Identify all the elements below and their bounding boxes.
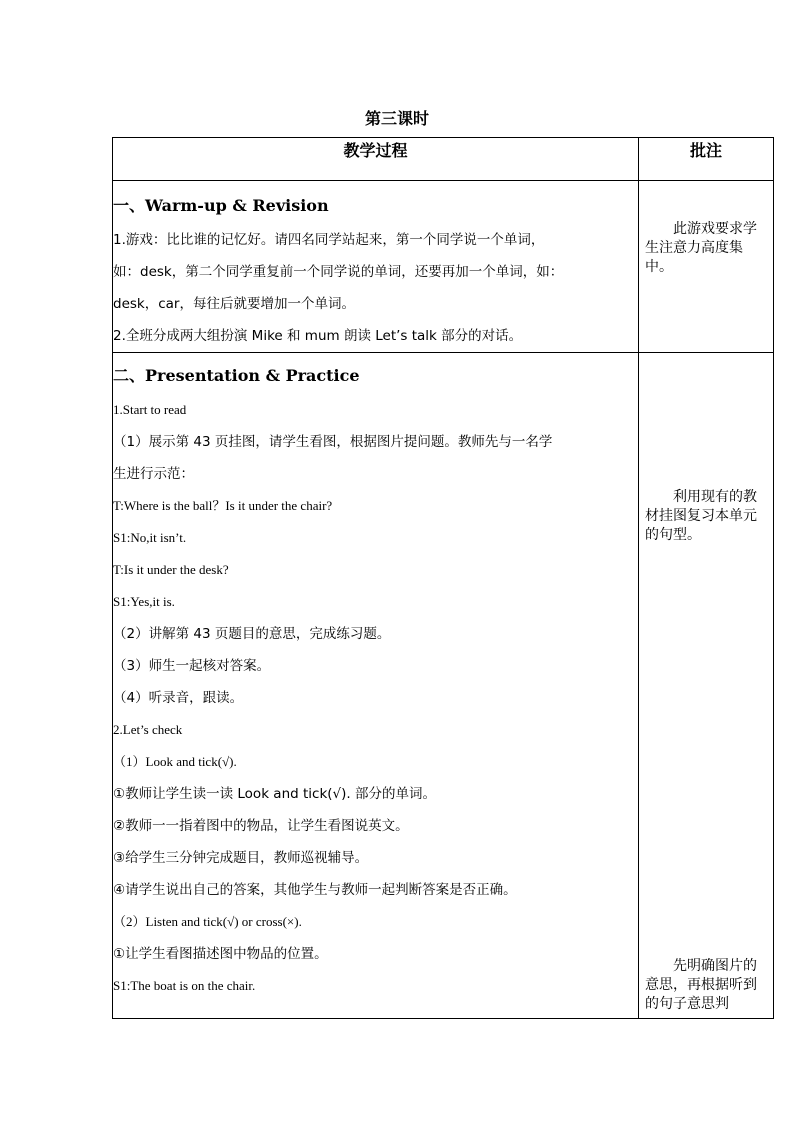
text-line: （2）Listen and tick(√) or cross(×). <box>113 914 302 929</box>
note-text: 先明确图片的意思，再根据听到的句子意思判 <box>645 958 757 1012</box>
process-column-header: 教学过程 <box>113 138 639 181</box>
text-line: （1）Look and tick(√). <box>113 754 237 769</box>
text-line: ②教师一一指着图中的物品，让学生看图说英文。 <box>113 818 409 834</box>
warmup-section <box>113 181 639 353</box>
text-line: T:Where is the ball？Is it under the chair? <box>113 498 333 513</box>
text-line: S1:No,it isn’t. <box>113 530 187 545</box>
text-line: 如：desk，第二个同学重复前一个同学说的单词，还要再加一个单词，如： <box>113 264 564 280</box>
text-line: （4）听录音，跟读。 <box>113 690 244 706</box>
note-text: 利用现有的教材挂图复习本单元的句型。 <box>645 489 757 543</box>
notes-column-header: 批注 <box>639 138 774 181</box>
section-heading: 二、Presentation & Practice <box>113 366 360 385</box>
text-line: S1:The boat is on the chair. <box>113 978 256 993</box>
table-row <box>113 353 774 1019</box>
presentation-section <box>113 353 639 1019</box>
text-line: ①教师让学生读一读 Look and tick(√). 部分的单词。 <box>113 786 436 802</box>
text-line: （3）师生一起核对答案。 <box>113 658 271 674</box>
lesson-table <box>112 137 774 1019</box>
text-line: ③给学生三分钟完成题目，教师巡视辅导。 <box>113 850 369 866</box>
text-line: 1.游戏：比比谁的记忆好。请四名同学站起来，第一个同学说一个单词， <box>113 232 545 248</box>
section-heading: 一、Warm-up & Revision <box>113 196 329 215</box>
text-line: 生进行示范： <box>113 466 194 482</box>
page-title: 第三课时 <box>364 109 429 128</box>
text-line: T:Is it under the desk? <box>113 562 229 577</box>
text-line: 2.Let’s check <box>113 722 183 737</box>
text-line: ④请学生说出自己的答案，其他学生与教师一起判断答案是否正确。 <box>113 882 517 898</box>
presentation-note-cell <box>639 353 774 1019</box>
text-line: （2）讲解第 43 页题目的意思，完成练习题。 <box>113 626 391 642</box>
table-row <box>113 181 774 353</box>
text-line: desk，car，每往后就要增加一个单词。 <box>113 296 355 312</box>
text-line: 2.全班分成两大组扮演 Mike 和 mum 朗读 Let’s talk 部分的对话。 <box>113 328 523 344</box>
table-header-row <box>113 138 774 181</box>
text-line: 1.Start to read <box>113 402 187 417</box>
text-line: ①让学生看图描述图中物品的位置。 <box>113 946 328 962</box>
note-text: 此游戏要求学生注意力高度集中。 <box>645 221 757 275</box>
text-line: （1）展示第 43 页挂图，请学生看图，根据图片提问题。教师先与一名学 <box>113 434 553 450</box>
warmup-note-cell <box>639 181 774 353</box>
text-line: S1:Yes,it is. <box>113 594 175 609</box>
